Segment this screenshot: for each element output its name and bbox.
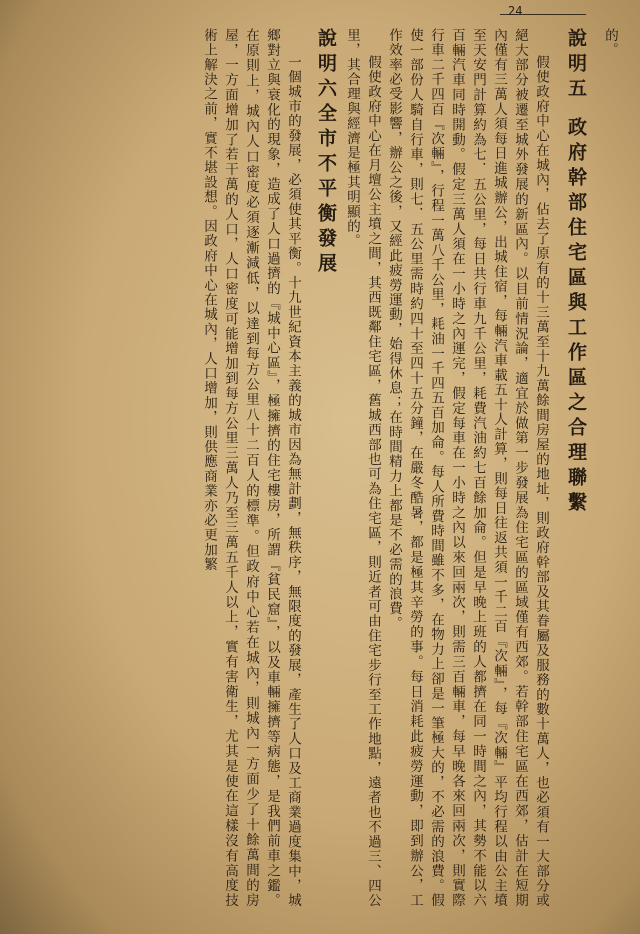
section-6-label: 說明六 [315, 28, 337, 103]
section-6-paragraph-1: 一個城市的發展，必須使其平衡。十九世紀資本主義的城市因為無計劃，無秩序，無限度的發展，產生了人口及工商業過度集中，城鄉對立與衰化的現象，造成了人口過擠的『城中心區』，極擁擠的住宅樓房，所謂『貧民窟』，以及車輛擁擠等病態，是我們前車之鑑。在原則上，城內人口密度必須逐漸減低，以達到每方公里八十二百人的標準。但政府中心若在城內，則城內一方面少了十餘萬間的房屋，一方面增加了若干萬的人口，人口密度可能增加到每方公里三萬人乃至三萬五千人以上，實有害衛生，尤其是使在這樣沒有高度技術上解決之前，實不堪設想。因政府中心在城內，人口增加，則供應商業亦必更加繁 [201, 28, 301, 908]
section-6-title: 全市不平衡發展 [315, 103, 337, 278]
section-5-label: 說明五 [565, 28, 587, 103]
section-6-heading [311, 28, 341, 908]
section-5-paragraph-2: 假使政府中心在月壇公主墳之間，其西既鄰住宅區，舊城西部也可為住宅區，則近者可由住宅步行至工作地點，遠者也不過三、四公里，其合理與經濟是極其明顯的。 [344, 28, 381, 908]
section-5-heading [561, 28, 591, 908]
carryover-text: 的。 [602, 28, 618, 58]
vertical-text-body [90, 28, 620, 908]
page-number: 24 [508, 4, 523, 18]
section-5-title: 政府幹部住宅區與工作區之合理聯繫 [565, 117, 587, 517]
section-5-paragraph-1: 假使政府中心在城內，佔去了原有的十三萬至十九萬餘間房屋的地址，則政府幹部及其眷屬及服務的數十萬人，也必須有一大部分或絕大部分被遷至城外發展的新區內。以目前情況論，適宜於做第一步發展為住宅區的區域僅有西郊。若幹部住宅區在西郊，估計在短期內僅有三萬人須每日進城辦公，出城住宿，每輛汽車載五十人計算，則每日往返共須一千二百『次輛』，每『次輛』平均行程以由公主墳至天安門計算約為七．五公里，每日共行車九千公里，耗費汽油約七百餘加侖。但是早晚上班的人都擠在同一時間之內，其勢不能以六百輛汽車同時開動。假定三萬人須在一小時之內運完，假定每車在一小時之內以來回兩次，則需三百輛車，每早晚各來回兩次，則實際行車二千四百『次輛』，行程一萬八千公里，耗油一千四五百加侖。每人所費時間雖不多，在物力上卻是一筆極大的，不必需的浪費。假使一部份人騎自行車，則七．五公里需時約四十至四十五分鐘，在嚴冬酷暑，都是極其辛勞的事。每日消耗此疲勞運動，即到辦公，工作效率必受影響，辦公之後，又經此疲勞運動，始得休息；在時間精力上都是不必需的浪費。 [386, 28, 549, 908]
